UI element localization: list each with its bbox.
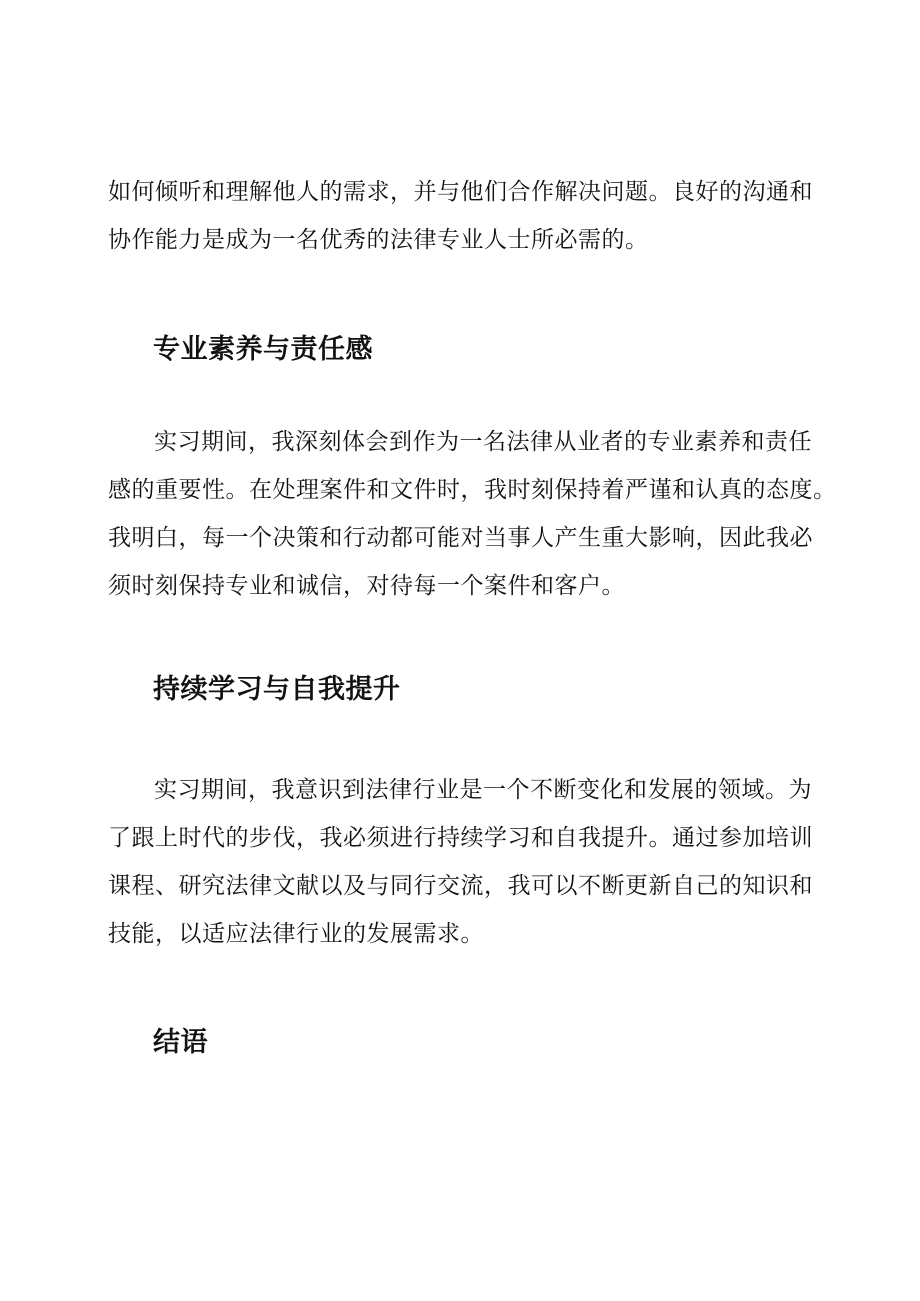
paragraph-line: 课程、研究法律文献以及与同行交流，我可以不断更新自己的知识和	[108, 873, 813, 899]
paragraph-line: 实习期间，我深刻体会到作为一名法律从业者的专业素养和责任	[154, 429, 812, 455]
section-heading-conclusion: 结语	[153, 1027, 208, 1058]
paragraph-line: 须时刻保持专业和诚信，对待每一个案件和客户。	[108, 573, 625, 599]
paragraph-line: 感的重要性。在处理案件和文件时，我时刻保持着严谨和认真的态度。	[108, 477, 837, 503]
section-paragraph-continuous-learning	[108, 766, 828, 958]
paragraph-line: 技能，以适应法律行业的发展需求。	[108, 921, 484, 947]
paragraph-line: 如何倾听和理解他人的需求，并与他们合作解决问题。良好的沟通和	[108, 179, 813, 205]
paragraph-line: 协作能力是成为一名优秀的法律专业人士所必需的。	[108, 227, 649, 253]
paragraph-line: 实习期间，我意识到法律行业是一个不断变化和发展的领域。为	[154, 777, 812, 803]
section-heading-continuous-learning: 持续学习与自我提升	[153, 674, 401, 705]
paragraph-line: 我明白，每一个决策和行动都可能对当事人产生重大影响，因此我必	[108, 525, 813, 551]
paragraph-line: 了跟上时代的步伐，我必须进行持续学习和自我提升。通过参加培训	[108, 825, 813, 851]
section-paragraph-professionalism	[108, 418, 837, 610]
intro-paragraph	[108, 168, 828, 264]
section-heading-professionalism: 专业素养与责任感	[153, 334, 373, 365]
